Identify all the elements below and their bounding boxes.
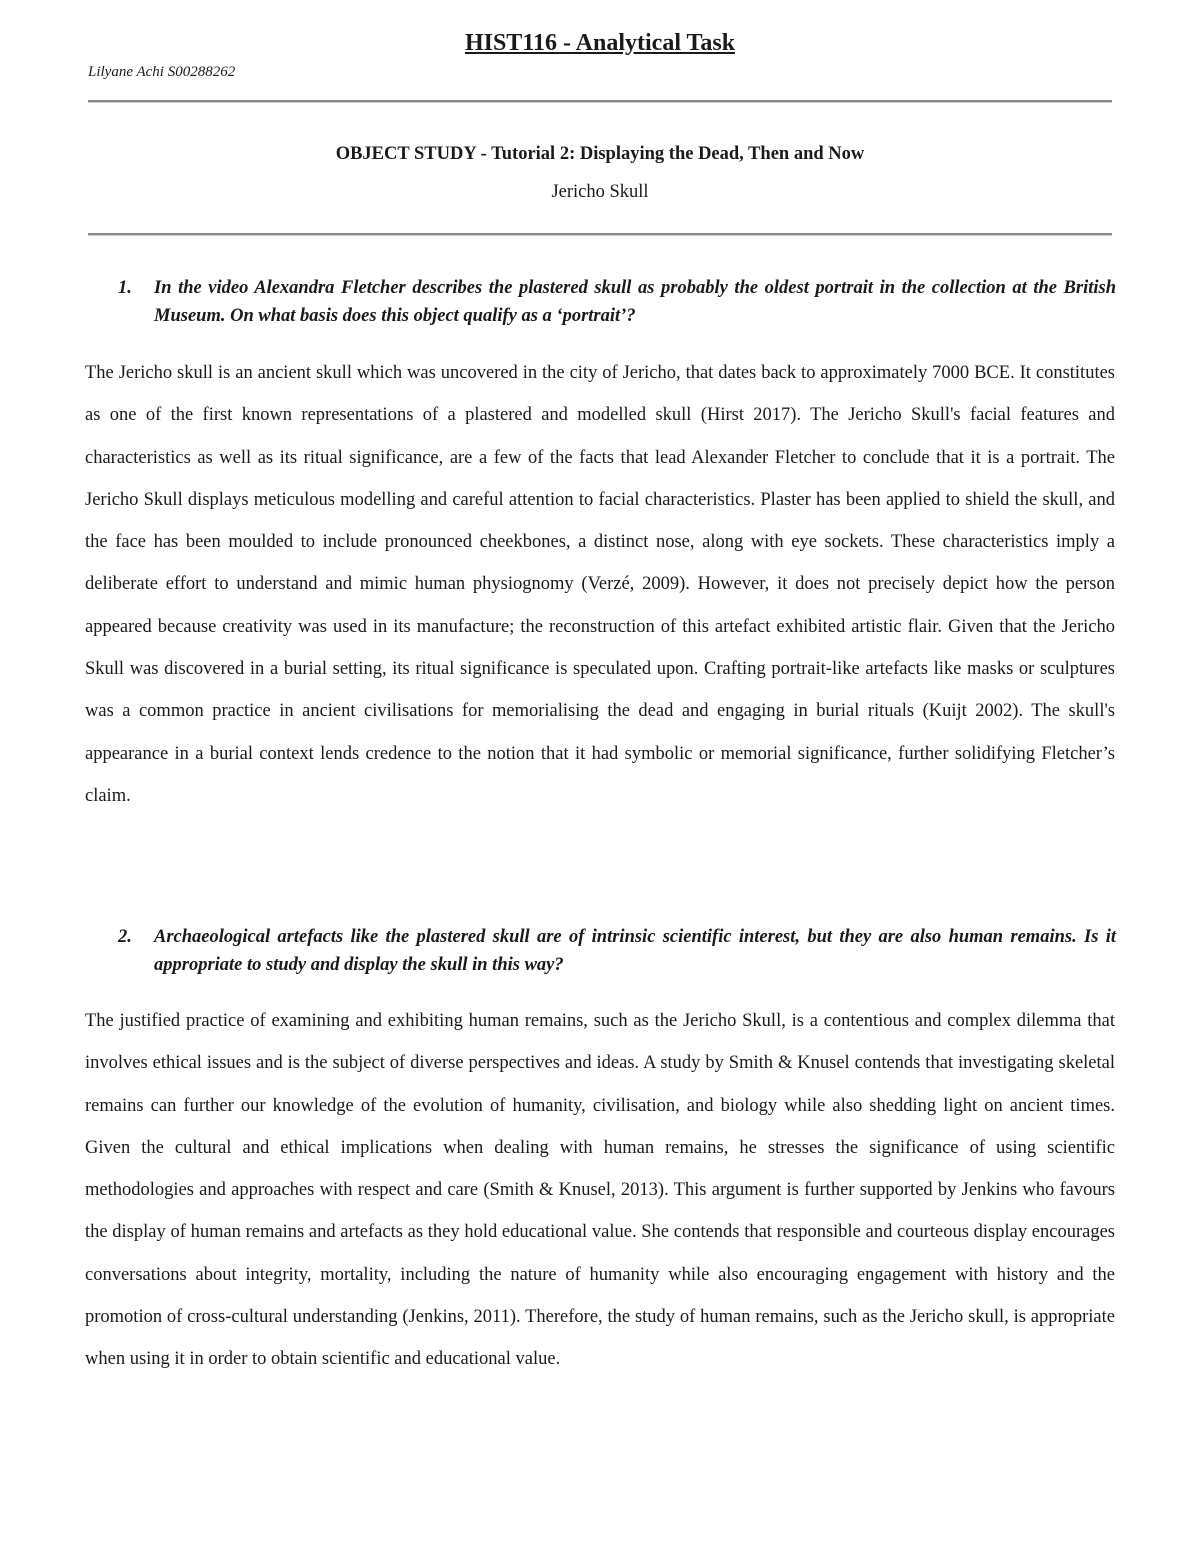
answer-2: The justified practice of examining and exhibiting human remains, such as the Jericho Skull, is a contentious and complex dilemma that involves ethical issues and is the subject of diverse perspectives and ideas. A study by Smith & Knusel contends that investigating skeletal remains can further our knowledge of the evolution of humanity, civilisation, and biology while also shedding light on ancient times. Given the cultural and ethical implications when dealing with human remains, he stresses the significance of using scientific methodologies and approaches with respect and care (Smith & Knusel, 2013). This argument is further supported by Jenkins who favours the display of human remains and artefacts as they hold educational value. She contends that responsible and courteous display encourages conversations about integrity, mortality, including the nature of humanity while also encouraging engagement with history and the promotion of cross-cultural understanding (Jenkins, 2011). Therefore, the study of human remains, such as the Jericho skull, is appropriate when using it in order to obtain scientific and educational value. — [85, 1011, 1115, 1370]
section-divider — [88, 233, 1112, 236]
question-text: Archaeological artefacts like the plastered skull are of intrinsic scientific interest, but they are also human remains. Is it appropriate to study and display the skull in this way? — [154, 927, 1116, 975]
question-1 — [118, 274, 1116, 330]
object-name: Jericho Skull — [551, 182, 649, 202]
question-2 — [118, 923, 1116, 979]
question-text: In the video Alexandra Fletcher describes the plastered skull as probably the oldest portrait in the collection at the British Museum. On what basis does this object qualify as a ‘portrait’? — [154, 278, 1116, 326]
study-subtitle: OBJECT STUDY - Tutorial 2: Displaying the Dead, Then and Now — [335, 144, 865, 164]
question-number: 1. — [118, 278, 132, 298]
author-line: Lilyane Achi S00288262 — [88, 64, 236, 80]
answer-1: The Jericho skull is an ancient skull which was uncovered in the city of Jericho, that dates back to approximately 7000 BCE. It constitutes as one of the first known representations of a plastered and modelled skull (Hirst 2017). The Jericho Skull's facial features and characteristics as well as its ritual significance, are a few of the facts that lead Alexander Fletcher to conclude that it is a portrait. The Jericho Skull displays meticulous modelling and careful attention to facial characteristics. Plaster has been applied to shield the skull, and the face has been moulded to include pronounced cheekbones, a distinct nose, along with eye sockets. These characteristics imply a deliberate effort to understand and mimic human physiognomy (Verzé, 2009). However, it does not precisely depict how the person appeared because creativity was used in its manufacture; the reconstruction of this artefact exhibited artistic flair. Given that the Jericho Skull was discovered in a burial setting, its ritual significance is speculated upon. Crafting portrait-like artefacts like masks or sculptures was a common practice in ancient civilisations for memorialising the dead and engaging in burial rituals (Kuijt 2002). The skull's appearance in a burial context lends credence to the notion that it had symbolic or memorial significance, further solidifying Fletcher’s claim. — [85, 363, 1115, 806]
question-number: 2. — [118, 927, 132, 947]
header-divider — [88, 100, 1112, 103]
document-title: HIST116 - Analytical Task — [464, 30, 736, 56]
